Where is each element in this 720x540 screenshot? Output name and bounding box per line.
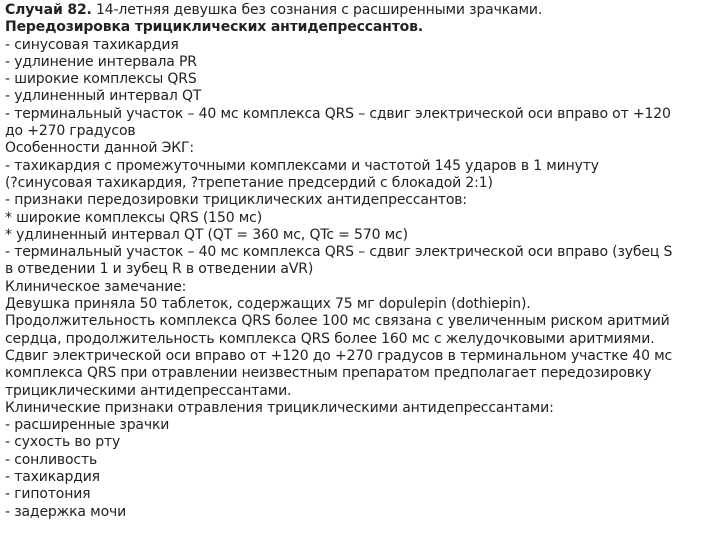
remark-line: сердца, продолжительность комплекса QRS более 160 мс с желудочковыми аритмиями. [5,330,655,347]
case-number: Случай 82. [5,2,92,18]
finding-item: - удлиненный интервал QT [5,88,202,105]
remark-heading: Клиническое замечание: [5,278,187,295]
ecg-feature-item: в отведении 1 и зубец R в отведении aVR) [5,261,314,278]
finding-item: - терминальный участок – 40 мс комплекса QRS – сдвиг электрической оси вправо от +120 [5,105,671,122]
ecg-feature-item: * широкие комплексы QRS (150 мс) [5,209,263,226]
sign-item: - тахикардия [5,469,100,486]
ecg-heading: Особенности данной ЭКГ: [5,140,195,157]
sign-item: - расширенные зрачки [5,417,170,434]
ecg-feature-item: - терминальный участок – 40 мс комплекса QRS – сдвиг электрической оси вправо (зубец S [5,244,673,261]
signs-heading: Клинические признаки отравления трициклическими антидепрессантами: [5,399,554,416]
findings-list [5,37,717,141]
sign-item: - гипотония [5,486,91,503]
ecg-feature-item: (?синусовая тахикардия, ?трепетание предсердий с блокадой 2:1) [5,174,493,191]
finding-item: - синусовая тахикардия [5,36,179,53]
remark-line: Продолжительность комплекса QRS более 100 мс связана с увеличенным риском аритмий [5,313,670,330]
remark-line: Сдвиг электрической оси вправо от +120 до +270 градусов в терминальном участке 40 мс [5,347,673,364]
case-document [5,2,717,521]
finding-item: до +270 градусов [5,123,136,140]
sign-item: - задержка мочи [5,503,127,520]
sign-item: - сонливость [5,451,98,468]
finding-item: - удлинение интервала PR [5,53,197,70]
remark-line: Девушка приняла 50 таблеток, содержащих 75 мг dopulepin (dothiepin). [5,296,531,313]
ecg-feature-item: * удлиненный интервал QT (QT = 360 мс, QTc = 570 мс) [5,226,408,243]
ecg-feature-item: - тахикардия с промежуточными комплексами и частотой 145 ударов в 1 минуту [5,157,599,174]
ecg-feature-item: - признаки передозировки трициклических антидепрессантов: [5,192,467,209]
remark-text [5,296,717,400]
diagnosis: Передозировка трициклических антидепрессантов. [5,19,424,36]
remark-line: комплекса QRS при отравлении неизвестным препаратом предполагает передозировку [5,365,652,382]
case-description: 14-летняя девушка без сознания с расширенными зрачками. [91,2,543,18]
signs-list [5,417,717,521]
sign-item: - сухость во рту [5,434,121,451]
remark-line: трициклическими антидепрессантами. [5,382,292,399]
case-title [5,2,717,19]
ecg-features-list [5,158,717,279]
finding-item: - широкие комплексы QRS [5,71,197,88]
